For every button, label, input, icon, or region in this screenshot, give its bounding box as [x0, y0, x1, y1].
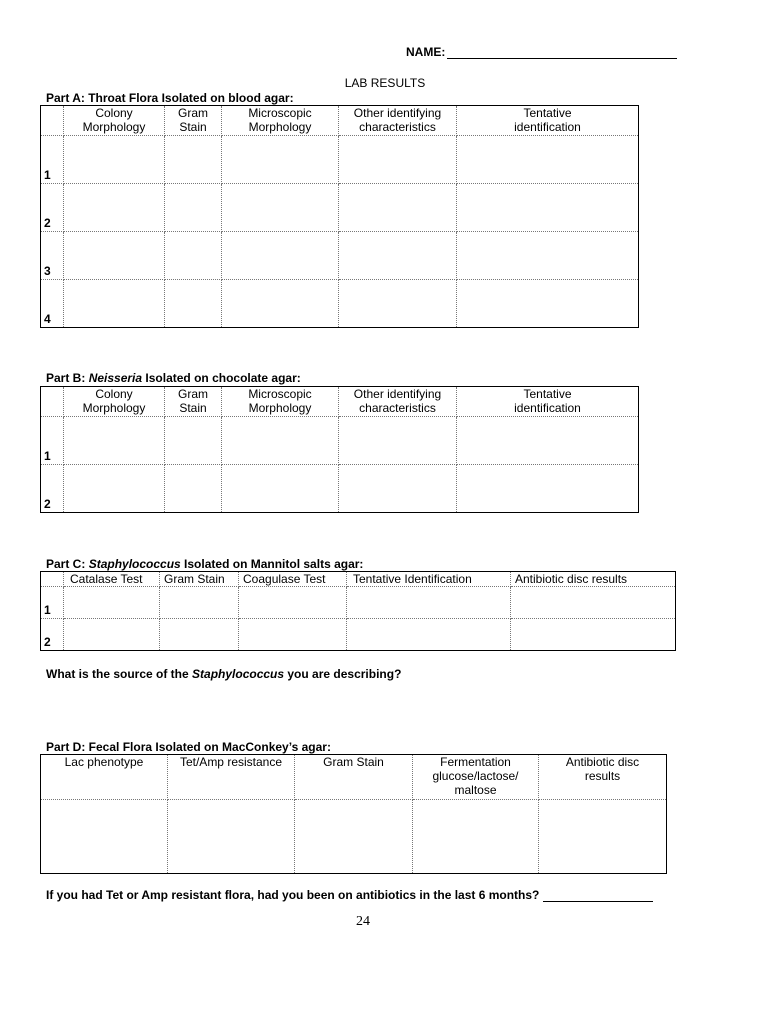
- table-row: [41, 136, 639, 184]
- entry-cell[interactable]: [239, 587, 347, 619]
- part-c-title-suffix: Isolated on Mannitol salts agar:: [180, 557, 364, 571]
- entry-cell[interactable]: [511, 587, 676, 619]
- col-label: Fermentation glucose/lactose/ maltose: [432, 755, 519, 797]
- col-label: Microscopic Morphology: [248, 106, 312, 134]
- col-label: Tet/Amp resistance: [179, 755, 283, 769]
- row-number: 3: [41, 232, 64, 280]
- entry-cell[interactable]: [64, 136, 165, 184]
- table-row: [41, 800, 667, 874]
- col-tentative-identification: [457, 106, 639, 136]
- col-tentative-identification: [457, 387, 639, 417]
- entry-cell[interactable]: [457, 465, 639, 513]
- entry-cell[interactable]: [165, 280, 222, 328]
- table-header-row: [41, 106, 639, 136]
- entry-cell[interactable]: [64, 417, 165, 465]
- entry-cell[interactable]: [339, 184, 457, 232]
- name-field: [406, 45, 680, 61]
- table-header-row: [41, 572, 676, 587]
- col-antibiotic-disc-results: Antibiotic disc results: [511, 572, 676, 587]
- col-fermentation: [413, 755, 539, 800]
- entry-cell[interactable]: [347, 587, 511, 619]
- col-label: Tentative identification: [514, 106, 581, 134]
- entry-cell[interactable]: [511, 619, 676, 651]
- part-c-title-prefix: Part C:: [46, 557, 89, 571]
- col-label: Colony Morphology: [82, 106, 146, 134]
- table-row: [41, 619, 676, 651]
- entry-cell[interactable]: [222, 417, 339, 465]
- antibiotics-question: [46, 888, 653, 902]
- entry-cell[interactable]: [295, 800, 413, 874]
- part-c-title-organism: Staphylococcus: [88, 557, 181, 571]
- entry-cell[interactable]: [165, 184, 222, 232]
- entry-cell[interactable]: [457, 232, 639, 280]
- table-row: [41, 587, 676, 619]
- entry-cell[interactable]: [539, 800, 667, 874]
- col-label: Other identifying characteristics: [353, 106, 442, 134]
- table-row: [41, 184, 639, 232]
- col-other-characteristics: [339, 387, 457, 417]
- col-tet-amp-resistance: [168, 755, 295, 800]
- col-coagulase-test: Coagulase Test: [239, 572, 347, 587]
- part-b-table: [40, 386, 639, 513]
- entry-cell[interactable]: [64, 587, 160, 619]
- antibiotics-question-text: If you had Tet or Amp resistant flora, had you been on antibiotics in the last 6 months?: [46, 888, 540, 902]
- corner-cell: [41, 387, 64, 417]
- col-label: Microscopic Morphology: [248, 387, 312, 415]
- entry-cell[interactable]: [165, 232, 222, 280]
- col-gram-stain: [295, 755, 413, 800]
- page-title: LAB RESULTS: [344, 76, 426, 90]
- col-label: Lac phenotype: [64, 755, 144, 769]
- entry-cell[interactable]: [64, 232, 165, 280]
- entry-cell[interactable]: [64, 619, 160, 651]
- table-header-row: [41, 755, 667, 800]
- question-suffix: you are describing?: [284, 667, 402, 681]
- row-number: 4: [41, 280, 64, 328]
- entry-cell[interactable]: [222, 280, 339, 328]
- question-organism: Staphylococcus: [192, 667, 285, 681]
- row-number: 1: [41, 417, 64, 465]
- entry-cell[interactable]: [457, 136, 639, 184]
- entry-cell[interactable]: [457, 184, 639, 232]
- table-row: [41, 232, 639, 280]
- col-lac-phenotype: [41, 755, 168, 800]
- entry-cell[interactable]: [160, 619, 239, 651]
- row-number: 1: [41, 587, 64, 619]
- col-label: Gram Stain: [178, 387, 208, 415]
- part-b-title-organism: Neisseria: [88, 371, 143, 385]
- staph-source-question: [46, 667, 401, 681]
- entry-cell[interactable]: [222, 136, 339, 184]
- entry-cell[interactable]: [168, 800, 295, 874]
- col-tentative-identification: Tentative Identification: [347, 572, 511, 587]
- part-c-title: [46, 557, 363, 571]
- entry-cell[interactable]: [339, 280, 457, 328]
- table-row: [41, 465, 639, 513]
- entry-cell[interactable]: [64, 280, 165, 328]
- entry-cell[interactable]: [339, 232, 457, 280]
- col-colony-morphology: [64, 106, 165, 136]
- question-prefix: What is the source of the: [46, 667, 193, 681]
- row-number: 1: [41, 136, 64, 184]
- part-d-table: [40, 754, 667, 874]
- entry-cell[interactable]: [41, 800, 168, 874]
- col-label: Other identifying characteristics: [353, 387, 442, 415]
- entry-cell[interactable]: [457, 417, 639, 465]
- table-row: [41, 280, 639, 328]
- table-row: [41, 417, 639, 465]
- entry-cell[interactable]: [222, 232, 339, 280]
- entry-cell[interactable]: [165, 417, 222, 465]
- col-antibiotic-disc-results: [539, 755, 667, 800]
- corner-cell: [41, 572, 64, 587]
- part-d-title: Part D: Fecal Flora Isolated on MacConkey’s agar:: [46, 740, 331, 754]
- entry-cell[interactable]: [165, 136, 222, 184]
- part-b-title: [46, 371, 301, 385]
- col-label: Antibiotic disc results: [565, 755, 640, 783]
- col-gram-stain: Gram Stain: [160, 572, 239, 587]
- entry-cell[interactable]: [165, 465, 222, 513]
- col-label: Gram Stain: [178, 106, 208, 134]
- entry-cell[interactable]: [222, 184, 339, 232]
- col-microscopic-morphology: [222, 106, 339, 136]
- col-label: Tentative identification: [514, 387, 581, 415]
- part-a-table: [40, 105, 639, 328]
- row-number: 2: [41, 184, 64, 232]
- page-number: 24: [356, 914, 370, 929]
- col-catalase-test: Catalase Test: [64, 572, 160, 587]
- entry-cell[interactable]: [339, 465, 457, 513]
- name-blank-line[interactable]: [447, 45, 677, 59]
- entry-cell[interactable]: [160, 587, 239, 619]
- name-label: NAME:: [406, 45, 446, 59]
- col-gram-stain: [165, 387, 222, 417]
- antibiotics-answer-blank[interactable]: [543, 889, 653, 902]
- col-label: Colony Morphology: [82, 387, 146, 415]
- col-label: Gram Stain: [323, 755, 384, 769]
- entry-cell[interactable]: [457, 280, 639, 328]
- part-b-title-suffix: Isolated on chocolate agar:: [142, 371, 301, 385]
- entry-cell[interactable]: [339, 136, 457, 184]
- entry-cell[interactable]: [239, 619, 347, 651]
- col-gram-stain: [165, 106, 222, 136]
- corner-cell: [41, 106, 64, 136]
- entry-cell[interactable]: [339, 417, 457, 465]
- part-a-title: Part A: Throat Flora Isolated on blood agar:: [46, 91, 294, 105]
- entry-cell[interactable]: [64, 184, 165, 232]
- col-other-characteristics: [339, 106, 457, 136]
- part-b-title-prefix: Part B:: [46, 371, 89, 385]
- part-c-table: [40, 571, 676, 651]
- entry-cell[interactable]: [64, 465, 165, 513]
- entry-cell[interactable]: [413, 800, 539, 874]
- row-number: 2: [41, 619, 64, 651]
- table-header-row: [41, 387, 639, 417]
- entry-cell[interactable]: [347, 619, 511, 651]
- col-microscopic-morphology: [222, 387, 339, 417]
- row-number: 2: [41, 465, 64, 513]
- entry-cell[interactable]: [222, 465, 339, 513]
- col-colony-morphology: [64, 387, 165, 417]
